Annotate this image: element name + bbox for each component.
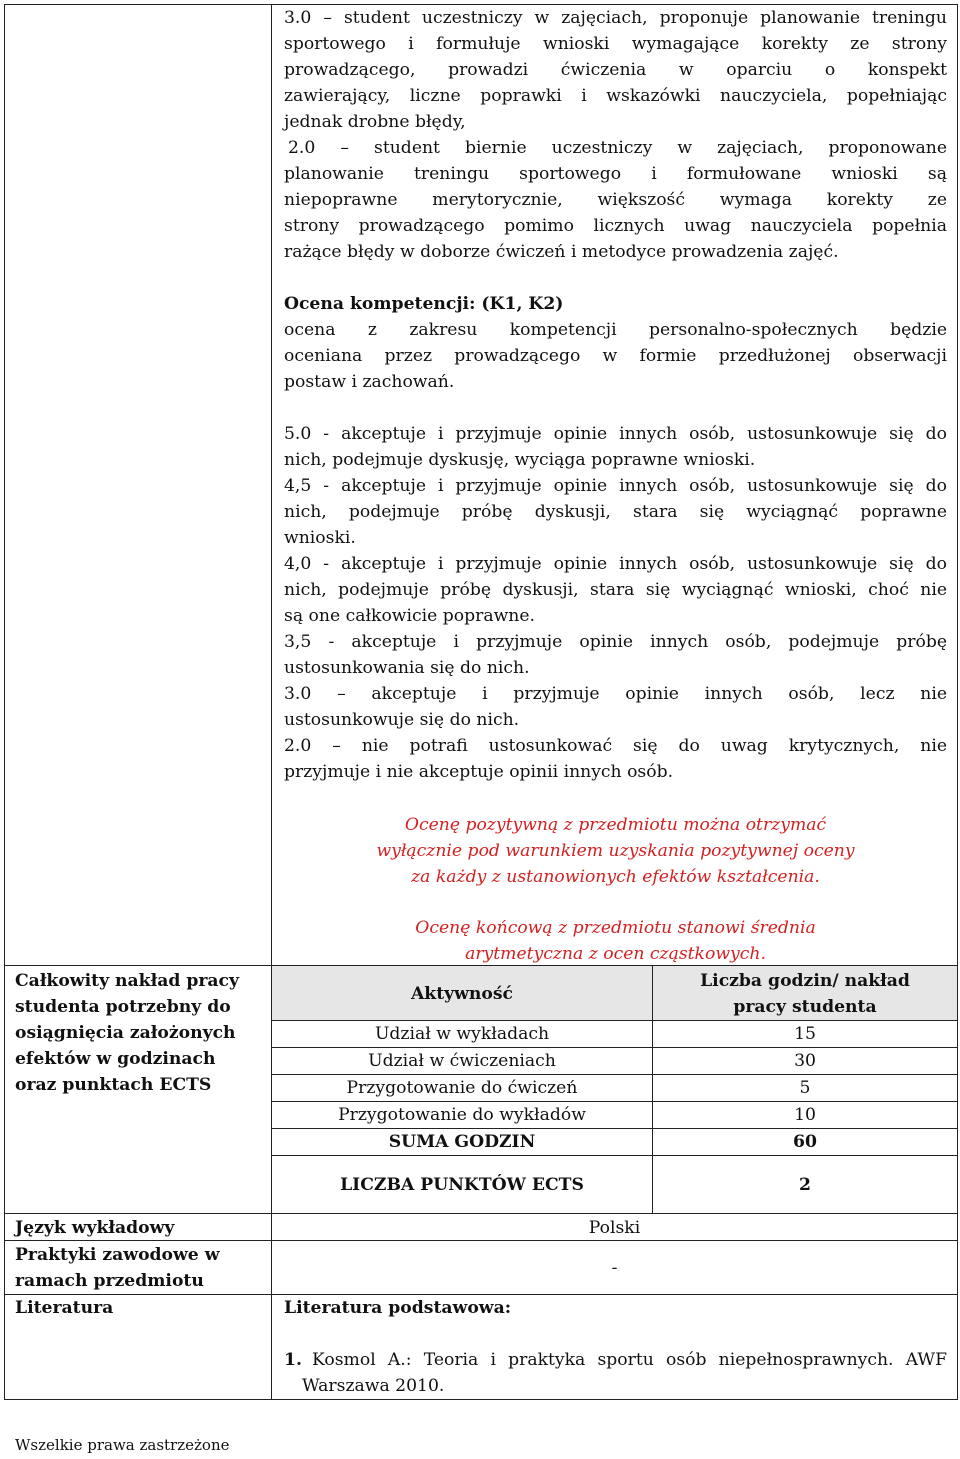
grade-2-0-line: planowanie treningu sportowego i formułowane wnioski są bbox=[284, 164, 947, 184]
grade-3-0-line: prowadzącego, prowadzi ćwiczenia w oparciu o konspekt bbox=[284, 60, 947, 80]
positive-grade-note: Ocenę pozytywną z przedmiotu można otrzymać bbox=[404, 815, 827, 835]
workload-label: studenta potrzebny do bbox=[15, 997, 231, 1017]
col-hours-header: Liczba godzin/ nakład bbox=[700, 971, 910, 991]
competence-4-0: są one całkowicie poprawne. bbox=[284, 606, 535, 626]
literature-item: Warszawa 2010. bbox=[302, 1376, 445, 1396]
ects-value: 2 bbox=[799, 1175, 811, 1195]
hours-cell: 30 bbox=[794, 1051, 816, 1071]
activity-cell: Udział w ćwiczeniach bbox=[368, 1051, 556, 1071]
table-row-divider bbox=[4, 1213, 958, 1214]
footer-copyright: Wszelkie prawa zastrzeżone bbox=[15, 1436, 230, 1454]
competence-4-5: 4,5 - akceptuje i przyjmuje opinie innych osób, ustosunkowuje się do bbox=[284, 476, 947, 496]
grade-3-0-line: 3.0 – student uczestniczy w zajęciach, proponuje planowanie treningu bbox=[284, 8, 947, 28]
ects-label: LICZBA PUNKTÓW ECTS bbox=[340, 1175, 584, 1195]
literature-label: Literatura bbox=[15, 1298, 114, 1318]
grade-2-0-line: strony prowadzącego pomimo licznych uwag nauczyciela popełnia bbox=[284, 216, 947, 236]
literature-item-number: 1. bbox=[284, 1350, 302, 1370]
competence-3-0: 3.0 – akceptuje i przyjmuje opinie innych osób, lecz nie bbox=[284, 684, 947, 704]
competence-4-0: nich, podejmuje próbę dyskusji, stara się wyciągnąć wnioski, choć nie bbox=[284, 580, 947, 600]
sum-value: 60 bbox=[793, 1132, 817, 1152]
competence-3-5: 3,5 - akceptuje i przyjmuje opinie innych osób, podejmuje próbę bbox=[284, 632, 947, 652]
practice-label: ramach przedmiotu bbox=[15, 1271, 204, 1291]
competence-intro: postaw i zachowań. bbox=[284, 372, 455, 392]
hours-cell: 15 bbox=[794, 1024, 816, 1044]
table-border-bottom bbox=[4, 1399, 958, 1400]
competence-2-0: przyjmuje i nie akceptuje opinii innych osób. bbox=[284, 762, 674, 782]
competence-intro: ocena z zakresu kompetencji personalno-społecznych będzie bbox=[284, 320, 947, 340]
competence-3-0: ustosunkowuje się do nich. bbox=[284, 710, 520, 730]
hours-cell: 10 bbox=[794, 1105, 816, 1125]
competence-intro: oceniana przez prowadzącego w formie przedłużonej obserwacji bbox=[284, 346, 947, 366]
competence-3-5: ustosunkowania się do nich. bbox=[284, 658, 530, 678]
grade-2-0-line: niepoprawne merytorycznie, większość wymaga korekty ze bbox=[284, 190, 947, 210]
practice-value: - bbox=[611, 1258, 618, 1278]
hours-cell: 5 bbox=[799, 1078, 811, 1098]
activity-cell: Przygotowanie do ćwiczeń bbox=[346, 1078, 578, 1098]
competence-2-0: 2.0 – nie potrafi ustosunkować się do uwag krytycznych, nie bbox=[284, 736, 947, 756]
table-border-left bbox=[4, 4, 5, 1400]
competence-4-0: 4,0 - akceptuje i przyjmuje opinie innych osób, ustosunkowuje się do bbox=[284, 554, 947, 574]
final-grade-note: arytmetyczna z ocen cząstkowych. bbox=[465, 944, 766, 964]
activity-cell: Udział w wykładach bbox=[374, 1024, 550, 1044]
competence-5-0: nich, podejmuje dyskusję, wyciąga poprawne wnioski. bbox=[284, 450, 756, 470]
grade-3-0-line: jednak drobne błędy, bbox=[284, 112, 466, 132]
col-hours-header: pracy studenta bbox=[733, 997, 877, 1017]
table-border-right bbox=[957, 4, 958, 1400]
workload-label: oraz punktach ECTS bbox=[15, 1075, 212, 1095]
positive-grade-note: wyłącznie pod warunkiem uzyskania pozytywnej oceny bbox=[376, 841, 855, 861]
activity-cell: Przygotowanie do wykładów bbox=[338, 1105, 586, 1125]
language-value: Polski bbox=[588, 1218, 641, 1238]
language-label: Język wykładowy bbox=[15, 1218, 175, 1238]
workload-label: osiągnięcia założonych bbox=[15, 1023, 236, 1043]
workload-table-divider bbox=[271, 1155, 957, 1156]
grade-3-0-line: sportowego i formułuje wnioski wymagające korekty ze strony bbox=[284, 34, 947, 54]
workload-label: efektów w godzinach bbox=[15, 1049, 216, 1069]
grade-2-0-line: 2.0 – student biernie uczestniczy w zajęciach, proponowane bbox=[288, 138, 947, 158]
sum-label: SUMA GODZIN bbox=[388, 1132, 536, 1152]
positive-grade-note: za każdy z ustanowionych efektów kształcenia. bbox=[411, 867, 820, 887]
literature-heading: Literatura podstawowa: bbox=[284, 1298, 512, 1318]
final-grade-note: Ocenę końcową z przedmiotu stanowi średnia bbox=[415, 918, 816, 938]
practice-label: Praktyki zawodowe w bbox=[15, 1245, 220, 1265]
competence-5-0: 5.0 - akceptuje i przyjmuje opinie innych osób, ustosunkowuje się do bbox=[284, 424, 947, 444]
grade-3-0-line: zawierający, liczne poprawki i wskazówki nauczyciela, popełniając bbox=[284, 86, 947, 106]
competence-4-5: wnioski. bbox=[284, 528, 356, 548]
workload-label: Całkowity nakład pracy bbox=[15, 971, 239, 991]
col-activity-header: Aktywność bbox=[410, 984, 514, 1004]
competence-heading: Ocena kompetencji: (K1, K2) bbox=[284, 294, 564, 314]
grade-2-0-line: rażące błędy w doborze ćwiczeń i metodyce prowadzenia zajęć. bbox=[284, 242, 839, 262]
literature-item: Kosmol A.: Teoria i praktyka sportu osób niepełnosprawnych. AWF bbox=[312, 1350, 947, 1370]
competence-4-5: nich, podejmuje próbę dyskusji, stara się wyciągnąć poprawne bbox=[284, 502, 947, 522]
